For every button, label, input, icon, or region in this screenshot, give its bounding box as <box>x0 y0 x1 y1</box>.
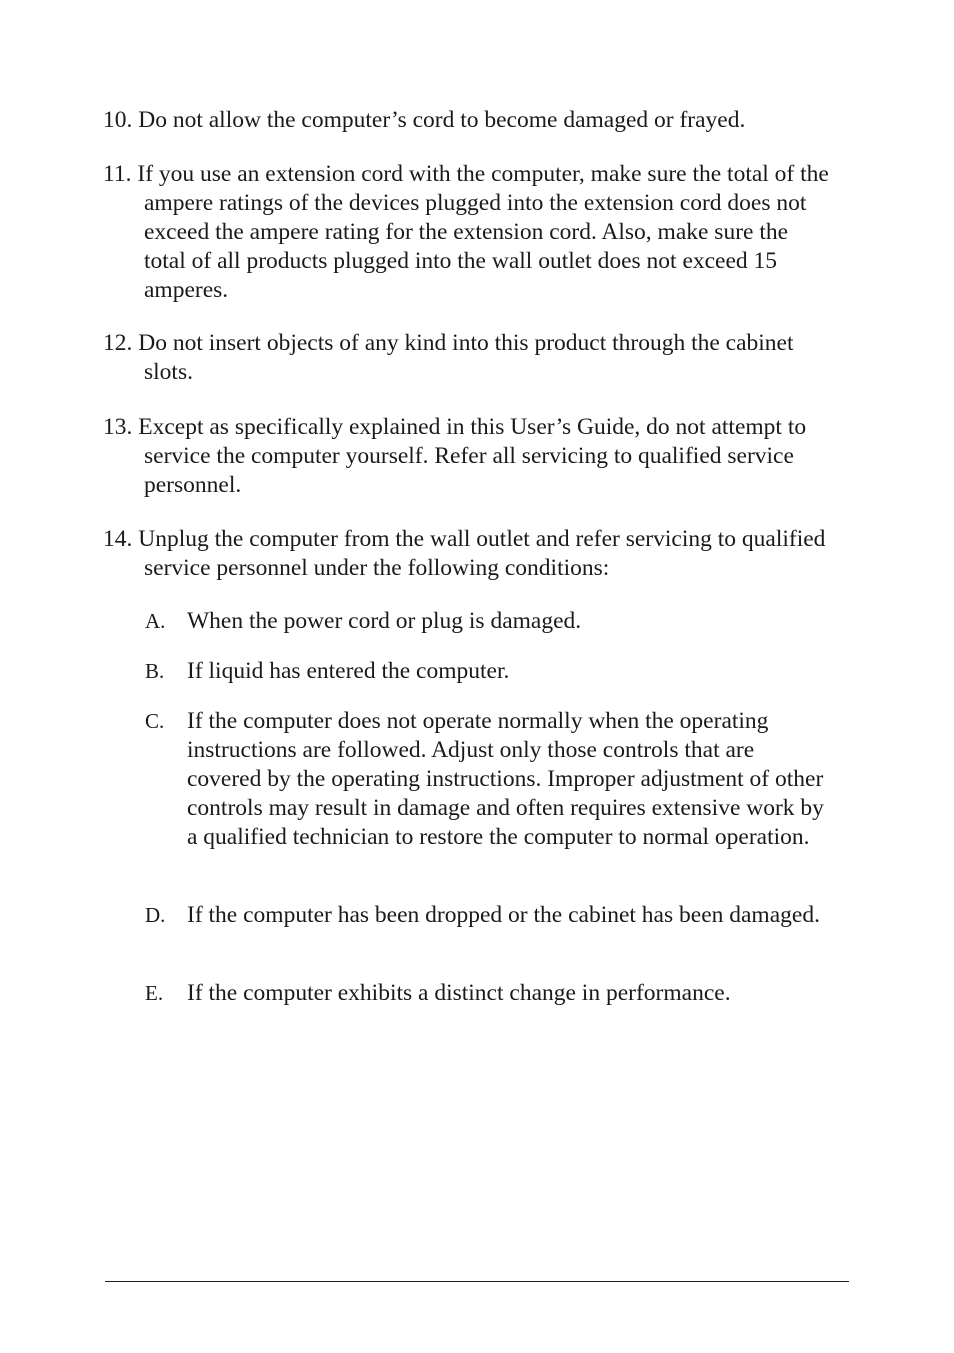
condition-item-c <box>145 707 825 852</box>
condition-item-b <box>145 657 865 686</box>
condition-text: If the computer has been dropped or the cabinet has been damaged. <box>187 902 820 928</box>
condition-letter: E. <box>145 981 164 1005</box>
condition-item-e <box>145 979 865 1008</box>
item-number: 14. <box>103 526 133 552</box>
condition-item-a <box>145 607 865 636</box>
list-item-11 <box>103 160 833 305</box>
item-number: 11. <box>103 161 132 187</box>
condition-item-d <box>145 901 825 930</box>
condition-letter: B. <box>145 659 165 683</box>
item-text: If you use an extension cord with the computer, make sure the total of the ampere ratings of the devices plugged into the extension cord does not exceed the ampere rating for the extension cord. Also, make sure the total of all products plugged into the wall outlet does not exceed 15 amperes. <box>137 161 829 303</box>
condition-text: If the computer exhibits a distinct change in performance. <box>187 980 731 1006</box>
item-number: 13. <box>103 414 133 440</box>
item-text: Except as specifically explained in this User’s Guide, do not attempt to service the computer yourself. Refer all servicing to qualified service personnel. <box>138 414 807 498</box>
item-text: Do not insert objects of any kind into this product through the cabinet slots. <box>138 330 794 385</box>
item-text: Do not allow the computer’s cord to become damaged or frayed. <box>138 107 746 133</box>
item-number: 10. <box>103 107 133 133</box>
condition-text: When the power cord or plug is damaged. <box>187 608 582 634</box>
footer-rule <box>105 1281 849 1282</box>
list-item-12 <box>103 329 813 387</box>
item-number: 12. <box>103 330 133 356</box>
item-text: Unplug the computer from the wall outlet and refer servicing to qualified service personnel under the following conditions: <box>138 526 826 581</box>
condition-letter: C. <box>145 709 165 733</box>
condition-letter: A. <box>145 609 166 633</box>
condition-text: If liquid has entered the computer. <box>187 658 510 684</box>
list-item-10 <box>103 106 863 135</box>
list-item-13 <box>103 413 813 500</box>
condition-letter: D. <box>145 903 166 927</box>
condition-text: If the computer does not operate normally when the operating instructions are followed. Adjust only those controls that are covered by the operating instructions. Improper adjustment of other controls may result in damage and often requires extensive work by a qualified technician to restore the computer to normal operation. <box>187 708 824 850</box>
list-item-14 <box>103 525 833 583</box>
